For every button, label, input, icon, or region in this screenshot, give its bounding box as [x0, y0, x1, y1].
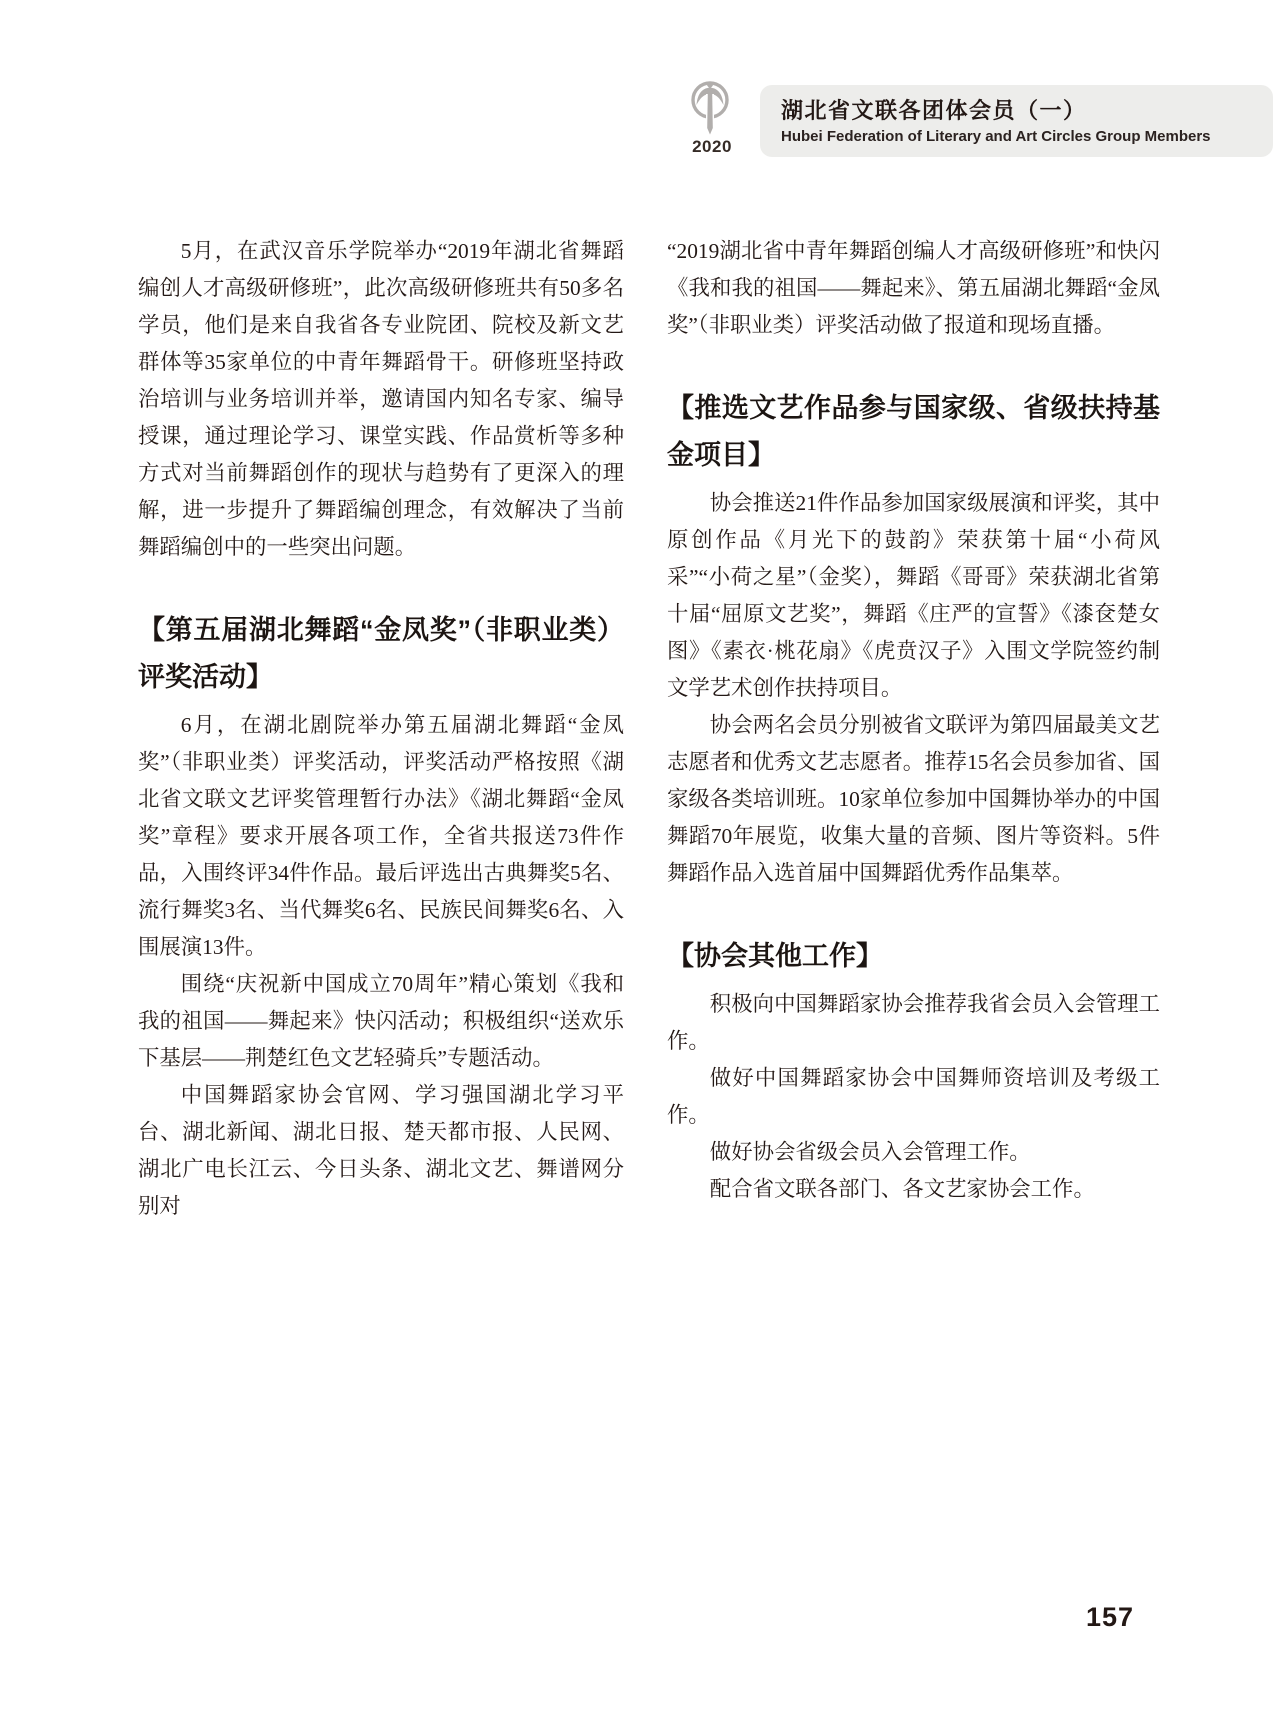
paragraph: 5月，在武汉音乐学院举办“2019年湖北省舞蹈编创人才高级研修班”，此次高级研修班共有50多名学员，他们是来自我省各专业院团、院校及新文艺群体等35家单位的中青年舞蹈骨干。研修班坚持政治培训与业务培训并举，邀请国内知名专家、编导授课，通过理论学习、课堂实践、作品赏析等多种方式对当前舞蹈创作的现状与趋势有了更深入的理解，进一步提升了舞蹈编创理念，有效解决了当前舞蹈编创中的一些突出问题。 [138, 239, 624, 559]
section-heading: 【推选文艺作品参与国家级、省级扶持基金项目】 [667, 393, 1160, 470]
paragraph: 中国舞蹈家协会官网、学习强国湖北学习平台、湖北新闻、湖北日报、楚天都市报、人民网、湖北广电长江云、今日头条、湖北文艺、舞谱网分别对 [138, 1083, 624, 1218]
paragraph: 配合省文联各部门、各文艺家协会工作。 [709, 1177, 1095, 1201]
right-column [667, 233, 1160, 1208]
paragraph: 协会推送21件作品参加国家级展演和评奖，其中原创作品《月光下的鼓韵》荣获第十届“小荷风采”“小荷之星”（金奖），舞蹈《哥哥》荣获湖北省第十届“屈原文艺奖”，舞蹈《庄严的宣誓》《漆奁楚女图》《素衣·桃花扇》《虎贲汉子》入围文学院签约制文学艺术创作扶持项目。 [667, 491, 1160, 700]
paragraph: 做好中国舞蹈家协会中国舞师资培训及考级工作。 [667, 1066, 1160, 1127]
page-subtitle: Hubei Federation of Literary and Art Circles Group Members [781, 128, 1211, 145]
federation-logo-icon [690, 79, 734, 137]
paragraph: 6月，在湖北剧院举办第五届湖北舞蹈“金凤奖”（非职业类）评奖活动，评奖活动严格按照《湖北省文联文艺评奖管理暂行办法》《湖北舞蹈“金凤奖”章程》要求开展各项工作，全省共报送73件作品，入围终评34件作品。最后评选出古典舞奖5名、流行舞奖3名、当代舞奖6名、民族民间舞奖6名、入围展演13件。 [138, 713, 624, 959]
paragraph: 做好协会省级会员入会管理工作。 [709, 1140, 1031, 1164]
header-banner [760, 85, 1273, 157]
left-column [138, 233, 624, 1225]
logo-year: 2020 [692, 137, 732, 156]
section-heading: 【第五届湖北舞蹈“金凤奖”（非职业类）评奖活动】 [138, 615, 624, 692]
paragraph: 围绕“庆祝新中国成立70周年”精心策划《我和我的祖国——舞起来》快闪活动；积极组织“送欢乐 下基层——荆楚红色文艺轻骑兵”专题活动。 [138, 972, 624, 1070]
federation-logo [687, 79, 737, 157]
paragraph: 积极向中国舞蹈家协会推荐我省会员入会管理工作。 [667, 992, 1160, 1053]
page-title: 湖北省文联各团体会员（一） [781, 98, 1087, 123]
paragraph: 协会两名会员分别被省文联评为第四届最美文艺志愿者和优秀文艺志愿者。推荐15名会员参加省、国家级各类培训班。10家单位参加中国舞协举办的中国舞蹈70年展览，收集大量的音频、图片等资料。5件舞蹈作品入选首届中国舞蹈优秀作品集萃。 [667, 713, 1160, 885]
section-heading: 【协会其他工作】 [667, 941, 883, 971]
paragraph: “2019湖北省中青年舞蹈创编人才高级研修班”和快闪《我和我的祖国——舞起来》、第五届湖北舞蹈“金凤奖”（非职业类）评奖活动做了报道和现场直播。 [667, 239, 1160, 337]
page-number: 157 [1086, 1602, 1135, 1632]
